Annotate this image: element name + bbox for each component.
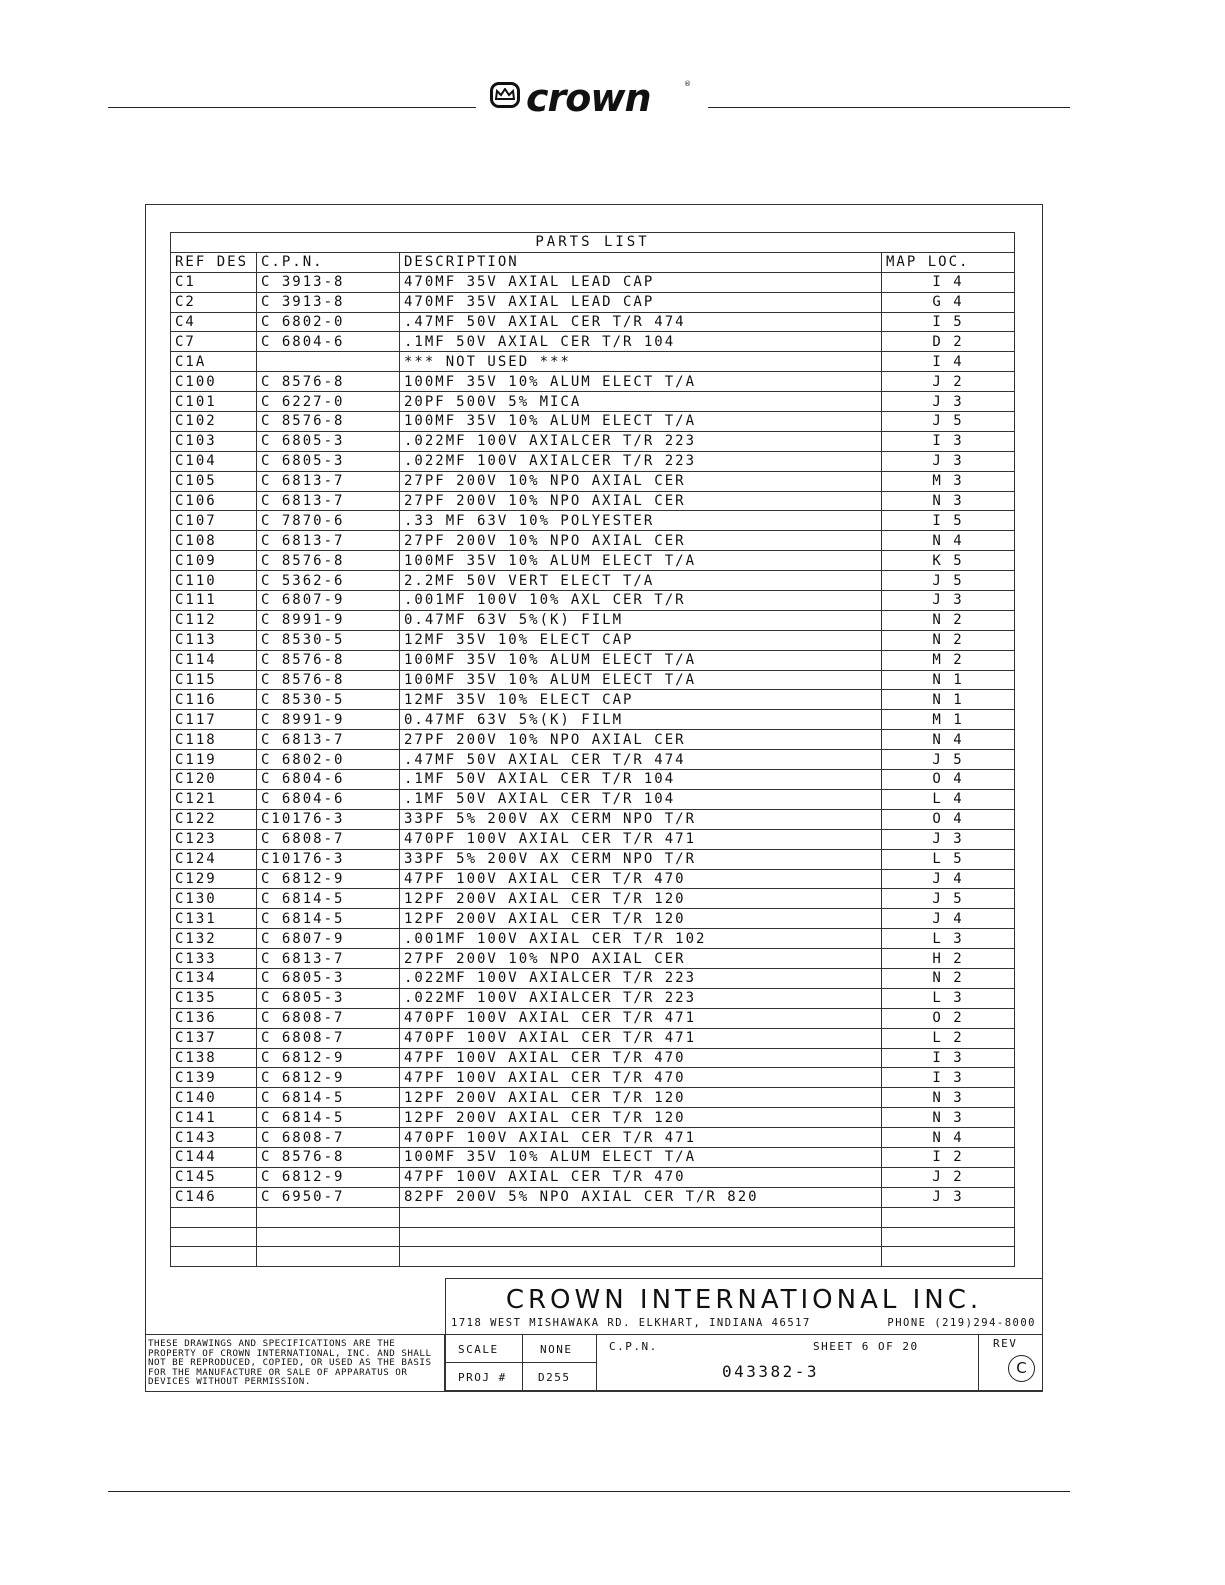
map-loc-cell: J 2 — [882, 372, 1015, 392]
parts-list-title: PARTS LIST — [171, 233, 1015, 253]
ref-des-cell: C104 — [171, 451, 257, 471]
cpn-cell: C 6812-9 — [257, 1068, 400, 1088]
cpn-cell: C 6805-3 — [257, 988, 400, 1008]
ref-des-cell: C121 — [171, 789, 257, 809]
description-cell: 12PF 200V AXIAL CER T/R 120 — [400, 1108, 882, 1128]
footer-rule — [108, 1491, 1070, 1492]
description-cell: .022MF 100V AXIALCER T/R 223 — [400, 451, 882, 471]
ref-des-cell: C139 — [171, 1068, 257, 1088]
table-row — [171, 451, 1015, 471]
ref-des-cell: C119 — [171, 750, 257, 770]
map-loc-cell: I 5 — [882, 511, 1015, 531]
cpn-cell: C 8991-9 — [257, 710, 400, 730]
description-cell: 47PF 100V AXIAL CER T/R 470 — [400, 1068, 882, 1088]
table-row — [171, 770, 1015, 790]
sheet-number: SHEET 6 OF 20 — [813, 1340, 919, 1353]
cpn-cell: C 6808-7 — [257, 1028, 400, 1048]
ref-des-cell: C1A — [171, 352, 257, 372]
table-row — [171, 670, 1015, 690]
title-block-company — [445, 1278, 1043, 1334]
description-cell: .022MF 100V AXIALCER T/R 223 — [400, 968, 882, 988]
description-cell: 470MF 35V AXIAL LEAD CAP — [400, 272, 882, 292]
cpn-cell: C 6813-7 — [257, 491, 400, 511]
ref-des-cell: C101 — [171, 392, 257, 412]
company-phone: PHONE (219)294-8000 — [887, 1317, 1036, 1329]
cpn-cell: C 8530-5 — [257, 690, 400, 710]
description-cell: 100MF 35V 10% ALUM ELECT T/A — [400, 670, 882, 690]
cpn-cell: C 6802-0 — [257, 750, 400, 770]
map-loc-cell: J 5 — [882, 750, 1015, 770]
cpn-cell: C 6808-7 — [257, 1128, 400, 1148]
grid-divider — [978, 1335, 979, 1390]
table-row — [171, 1128, 1015, 1148]
map-loc-cell: N 3 — [882, 491, 1015, 511]
description-cell: .1MF 50V AXIAL CER T/R 104 — [400, 789, 882, 809]
grid-divider — [596, 1335, 597, 1390]
description-cell — [400, 1227, 882, 1247]
table-row — [171, 809, 1015, 829]
map-loc-cell: O 4 — [882, 770, 1015, 790]
ref-des-cell: C130 — [171, 889, 257, 909]
description-cell: 27PF 200V 10% NPO AXIAL CER — [400, 491, 882, 511]
description-cell: .022MF 100V AXIALCER T/R 223 — [400, 431, 882, 451]
cpn-cell: C 6808-7 — [257, 1008, 400, 1028]
cpn-cell: C 6802-0 — [257, 312, 400, 332]
description-cell: .33 MF 63V 10% POLYESTER — [400, 511, 882, 531]
map-loc-cell: N 2 — [882, 968, 1015, 988]
map-loc-cell: I 3 — [882, 431, 1015, 451]
table-row — [171, 630, 1015, 650]
description-cell: *** NOT USED *** — [400, 352, 882, 372]
scale-value: NONE — [540, 1343, 573, 1356]
map-loc-cell: H 2 — [882, 949, 1015, 969]
map-loc-cell: J 5 — [882, 571, 1015, 591]
ref-des-cell: C105 — [171, 471, 257, 491]
map-loc-cell: O 2 — [882, 1008, 1015, 1028]
description-cell: 470PF 100V AXIAL CER T/R 471 — [400, 1008, 882, 1028]
description-cell: 27PF 200V 10% NPO AXIAL CER — [400, 730, 882, 750]
table-row — [171, 471, 1015, 491]
description-cell: 470PF 100V AXIAL CER T/R 471 — [400, 1028, 882, 1048]
map-loc-cell: I 5 — [882, 312, 1015, 332]
map-loc-cell: J 3 — [882, 591, 1015, 611]
cpn-value: 043382-3 — [722, 1362, 820, 1381]
table-row — [171, 1167, 1015, 1187]
description-cell: .1MF 50V AXIAL CER T/R 104 — [400, 332, 882, 352]
cpn-cell: C 8576-8 — [257, 650, 400, 670]
cpn-cell: C 8991-9 — [257, 610, 400, 630]
cpn-cell: C 6807-9 — [257, 929, 400, 949]
map-loc-cell: J 4 — [882, 909, 1015, 929]
map-loc-cell — [882, 1247, 1015, 1267]
table-row — [171, 889, 1015, 909]
cpn-cell: C 6812-9 — [257, 1048, 400, 1068]
ref-des-cell: C7 — [171, 332, 257, 352]
table-row — [171, 650, 1015, 670]
ref-des-cell: C122 — [171, 809, 257, 829]
map-loc-cell — [882, 1227, 1015, 1247]
table-row — [171, 1108, 1015, 1128]
ref-des-cell: C129 — [171, 869, 257, 889]
cpn-cell: C 6805-3 — [257, 968, 400, 988]
description-cell: 12PF 200V AXIAL CER T/R 120 — [400, 889, 882, 909]
cpn-cell: C 6814-5 — [257, 909, 400, 929]
map-loc-cell — [882, 1207, 1015, 1227]
table-row — [171, 571, 1015, 591]
table-row — [171, 412, 1015, 432]
description-cell — [400, 1207, 882, 1227]
cpn-cell: C 6814-5 — [257, 1088, 400, 1108]
crown-icon — [490, 82, 520, 108]
title-block-grid — [445, 1334, 1043, 1391]
table-row — [171, 750, 1015, 770]
map-loc-cell: J 3 — [882, 829, 1015, 849]
ref-des-cell: C131 — [171, 909, 257, 929]
ref-des-cell: C138 — [171, 1048, 257, 1068]
description-cell: 100MF 35V 10% ALUM ELECT T/A — [400, 412, 882, 432]
description-cell: 0.47MF 63V 5%(K) FILM — [400, 710, 882, 730]
column-header-description: DESCRIPTION — [400, 252, 882, 272]
map-loc-cell: M 2 — [882, 650, 1015, 670]
table-row — [171, 1247, 1015, 1267]
map-loc-cell: J 4 — [882, 869, 1015, 889]
map-loc-cell: O 4 — [882, 809, 1015, 829]
table-row — [171, 1048, 1015, 1068]
description-cell: .001MF 100V AXIAL CER T/R 102 — [400, 929, 882, 949]
table-row — [171, 1068, 1015, 1088]
map-loc-cell: N 3 — [882, 1088, 1015, 1108]
table-row — [171, 1147, 1015, 1167]
description-cell: 33PF 5% 200V AX CERM NPO T/R — [400, 849, 882, 869]
proj-value: D255 — [538, 1371, 571, 1384]
table-row — [171, 1008, 1015, 1028]
map-loc-cell: M 3 — [882, 471, 1015, 491]
map-loc-cell: J 3 — [882, 1187, 1015, 1207]
cpn-cell: C 8576-8 — [257, 670, 400, 690]
ref-des-cell: C106 — [171, 491, 257, 511]
description-cell: .001MF 100V 10% AXL CER T/R — [400, 591, 882, 611]
cpn-cell: C 6227-0 — [257, 392, 400, 412]
description-cell: 20PF 500V 5% MICA — [400, 392, 882, 412]
table-row — [171, 332, 1015, 352]
rev-value: C — [1008, 1355, 1035, 1382]
cpn-cell: C 8576-8 — [257, 551, 400, 571]
cpn-cell: C 6805-3 — [257, 451, 400, 471]
cpn-cell: C 6950-7 — [257, 1187, 400, 1207]
map-loc-cell: L 3 — [882, 929, 1015, 949]
ref-des-cell: C134 — [171, 968, 257, 988]
ref-des-cell: C107 — [171, 511, 257, 531]
map-loc-cell: N 2 — [882, 630, 1015, 650]
table-row — [171, 710, 1015, 730]
ref-des-cell: C118 — [171, 730, 257, 750]
cpn-cell: C 6813-7 — [257, 471, 400, 491]
map-loc-cell: N 4 — [882, 531, 1015, 551]
ref-des-cell: C115 — [171, 670, 257, 690]
cpn-cell: C 3913-8 — [257, 272, 400, 292]
ref-des-cell: C143 — [171, 1128, 257, 1148]
ref-des-cell: C146 — [171, 1187, 257, 1207]
map-loc-cell: M 1 — [882, 710, 1015, 730]
description-cell: 100MF 35V 10% ALUM ELECT T/A — [400, 372, 882, 392]
description-cell: 27PF 200V 10% NPO AXIAL CER — [400, 531, 882, 551]
table-row — [171, 949, 1015, 969]
description-cell: 470MF 35V AXIAL LEAD CAP — [400, 292, 882, 312]
map-loc-cell: L 4 — [882, 789, 1015, 809]
company-name: CROWN INTERNATIONAL INC. — [505, 1285, 983, 1315]
map-loc-cell: J 3 — [882, 392, 1015, 412]
description-cell: 27PF 200V 10% NPO AXIAL CER — [400, 949, 882, 969]
ref-des-cell: C132 — [171, 929, 257, 949]
header-rule-left — [108, 107, 476, 108]
ref-des-cell: C123 — [171, 829, 257, 849]
cpn-label: C.P.N. — [609, 1340, 658, 1353]
ref-des-cell: C137 — [171, 1028, 257, 1048]
map-loc-cell: J 2 — [882, 1167, 1015, 1187]
scale-label: SCALE — [458, 1343, 499, 1356]
ref-des-cell: C112 — [171, 610, 257, 630]
table-row — [171, 591, 1015, 611]
ref-des-cell: C103 — [171, 431, 257, 451]
table-row — [171, 1187, 1015, 1207]
description-cell: 100MF 35V 10% ALUM ELECT T/A — [400, 551, 882, 571]
column-header-cpn: C.P.N. — [257, 252, 400, 272]
table-row — [171, 988, 1015, 1008]
cpn-cell: C10176-3 — [257, 849, 400, 869]
table-row — [171, 1028, 1015, 1048]
ref-des-cell: C140 — [171, 1088, 257, 1108]
table-row — [171, 789, 1015, 809]
proprietary-notice: THESE DRAWINGS AND SPECIFICATIONS ARE THE PROPERTY OF CROWN INTERNATIONAL, INC. AND SHALL NOT BE REPRODUCED, COPIED, OR USED AS THE BASIS FOR THE MANUFACTURE OR SALE OF APPARATUS OR DEVICES WITHOUT PERMISSION. — [148, 1338, 432, 1388]
table-row — [171, 1227, 1015, 1247]
column-header-map-loc: MAP LOC. — [882, 252, 1015, 272]
cpn-cell: C 8530-5 — [257, 630, 400, 650]
cpn-cell: C 6813-7 — [257, 949, 400, 969]
table-row — [171, 431, 1015, 451]
description-cell: 2.2MF 50V VERT ELECT T/A — [400, 571, 882, 591]
ref-des-cell: C4 — [171, 312, 257, 332]
ref-des-cell: C108 — [171, 531, 257, 551]
cpn-cell: C 5362-6 — [257, 571, 400, 591]
table-row — [171, 869, 1015, 889]
description-cell: 0.47MF 63V 5%(K) FILM — [400, 610, 882, 630]
table-row — [171, 511, 1015, 531]
cpn-cell: C 3913-8 — [257, 292, 400, 312]
proprietary-notice-box — [145, 1334, 445, 1391]
cpn-cell: C10176-3 — [257, 809, 400, 829]
description-cell: 82PF 200V 5% NPO AXIAL CER T/R 820 — [400, 1187, 882, 1207]
map-loc-cell: N 4 — [882, 730, 1015, 750]
ref-des-cell: C135 — [171, 988, 257, 1008]
description-cell: 470PF 100V AXIAL CER T/R 471 — [400, 829, 882, 849]
ref-des-cell: C110 — [171, 571, 257, 591]
table-row — [171, 352, 1015, 372]
map-loc-cell: K 5 — [882, 551, 1015, 571]
description-cell: 27PF 200V 10% NPO AXIAL CER — [400, 471, 882, 491]
map-loc-cell: L 2 — [882, 1028, 1015, 1048]
ref-des-cell: C111 — [171, 591, 257, 611]
table-row — [171, 1207, 1015, 1227]
description-cell: 12MF 35V 10% ELECT CAP — [400, 630, 882, 650]
cpn-cell: C 6814-5 — [257, 889, 400, 909]
cpn-cell — [257, 1227, 400, 1247]
ref-des-cell — [171, 1247, 257, 1267]
ref-des-cell: C117 — [171, 710, 257, 730]
company-address: 1718 WEST MISHAWAKA RD. ELKHART, INDIANA 46517 — [451, 1317, 811, 1329]
ref-des-cell — [171, 1227, 257, 1247]
table-row — [171, 929, 1015, 949]
map-loc-cell: D 2 — [882, 332, 1015, 352]
cpn-cell: C 6813-7 — [257, 730, 400, 750]
ref-des-cell: C120 — [171, 770, 257, 790]
map-loc-cell: I 4 — [882, 352, 1015, 372]
table-row — [171, 551, 1015, 571]
table-row — [171, 531, 1015, 551]
table-row — [171, 829, 1015, 849]
table-row — [171, 272, 1015, 292]
description-cell: 47PF 100V AXIAL CER T/R 470 — [400, 1167, 882, 1187]
ref-des-cell: C136 — [171, 1008, 257, 1028]
table-row — [171, 372, 1015, 392]
header-rule-right — [708, 107, 1070, 108]
description-cell: 33PF 5% 200V AX CERM NPO T/R — [400, 809, 882, 829]
column-header-ref-des: REF DES — [171, 252, 257, 272]
map-loc-cell: I 3 — [882, 1048, 1015, 1068]
cpn-cell: C 8576-8 — [257, 372, 400, 392]
parts-list-table — [170, 232, 1015, 1267]
description-cell: 12MF 35V 10% ELECT CAP — [400, 690, 882, 710]
cpn-cell: C 6808-7 — [257, 829, 400, 849]
table-row — [171, 909, 1015, 929]
cpn-cell: C 6805-3 — [257, 431, 400, 451]
cpn-cell: C 8576-8 — [257, 412, 400, 432]
table-row — [171, 610, 1015, 630]
description-cell: .47MF 50V AXIAL CER T/R 474 — [400, 750, 882, 770]
cpn-cell: C 6813-7 — [257, 531, 400, 551]
ref-des-cell: C145 — [171, 1167, 257, 1187]
ref-des-cell — [171, 1207, 257, 1227]
cpn-cell: C 6812-9 — [257, 869, 400, 889]
description-cell: .1MF 50V AXIAL CER T/R 104 — [400, 770, 882, 790]
cpn-cell: C 6807-9 — [257, 591, 400, 611]
ref-des-cell: C144 — [171, 1147, 257, 1167]
map-loc-cell: N 1 — [882, 670, 1015, 690]
cpn-cell: C 7870-6 — [257, 511, 400, 531]
description-cell: 47PF 100V AXIAL CER T/R 470 — [400, 869, 882, 889]
map-loc-cell: L 5 — [882, 849, 1015, 869]
cpn-cell — [257, 1247, 400, 1267]
map-loc-cell: N 2 — [882, 610, 1015, 630]
description-cell: 12PF 200V AXIAL CER T/R 120 — [400, 1088, 882, 1108]
ref-des-cell: C133 — [171, 949, 257, 969]
table-row — [171, 968, 1015, 988]
map-loc-cell: N 4 — [882, 1128, 1015, 1148]
ref-des-cell: C2 — [171, 292, 257, 312]
description-cell: 100MF 35V 10% ALUM ELECT T/A — [400, 650, 882, 670]
map-loc-cell: N 3 — [882, 1108, 1015, 1128]
table-row — [171, 1088, 1015, 1108]
description-cell: 470PF 100V AXIAL CER T/R 471 — [400, 1128, 882, 1148]
description-cell: 100MF 35V 10% ALUM ELECT T/A — [400, 1147, 882, 1167]
map-loc-cell: I 2 — [882, 1147, 1015, 1167]
table-row — [171, 491, 1015, 511]
map-loc-cell: N 1 — [882, 690, 1015, 710]
map-loc-cell: I 4 — [882, 272, 1015, 292]
description-cell: 47PF 100V AXIAL CER T/R 470 — [400, 1048, 882, 1068]
table-row — [171, 730, 1015, 750]
ref-des-cell: C114 — [171, 650, 257, 670]
table-row — [171, 312, 1015, 332]
table-row — [171, 292, 1015, 312]
ref-des-cell: C113 — [171, 630, 257, 650]
ref-des-cell: C102 — [171, 412, 257, 432]
ref-des-cell: C141 — [171, 1108, 257, 1128]
proj-label: PROJ # — [458, 1371, 507, 1384]
description-cell: .022MF 100V AXIALCER T/R 223 — [400, 988, 882, 1008]
cpn-cell: C 6804-6 — [257, 789, 400, 809]
cpn-cell: C 6804-6 — [257, 332, 400, 352]
ref-des-cell: C1 — [171, 272, 257, 292]
map-loc-cell: J 5 — [882, 889, 1015, 909]
description-cell: 12PF 200V AXIAL CER T/R 120 — [400, 909, 882, 929]
cpn-cell — [257, 352, 400, 372]
table-row — [171, 690, 1015, 710]
ref-des-cell: C124 — [171, 849, 257, 869]
ref-des-cell: C100 — [171, 372, 257, 392]
map-loc-cell: J 3 — [882, 451, 1015, 471]
cpn-cell: C 6804-6 — [257, 770, 400, 790]
map-loc-cell: L 3 — [882, 988, 1015, 1008]
map-loc-cell: I 3 — [882, 1068, 1015, 1088]
ref-des-cell: C109 — [171, 551, 257, 571]
grid-divider — [446, 1362, 596, 1363]
registered-mark: ® — [684, 80, 691, 88]
brand-wordmark: crown — [526, 76, 651, 120]
description-cell: .47MF 50V AXIAL CER T/R 474 — [400, 312, 882, 332]
map-loc-cell: J 5 — [882, 412, 1015, 432]
map-loc-cell: G 4 — [882, 292, 1015, 312]
crown-logo — [488, 78, 703, 118]
table-row — [171, 392, 1015, 412]
description-cell — [400, 1247, 882, 1267]
table-row — [171, 849, 1015, 869]
ref-des-cell: C116 — [171, 690, 257, 710]
cpn-cell: C 8576-8 — [257, 1147, 400, 1167]
cpn-cell: C 6814-5 — [257, 1108, 400, 1128]
rev-label: REV — [993, 1337, 1018, 1350]
cpn-cell — [257, 1207, 400, 1227]
cpn-cell: C 6812-9 — [257, 1167, 400, 1187]
